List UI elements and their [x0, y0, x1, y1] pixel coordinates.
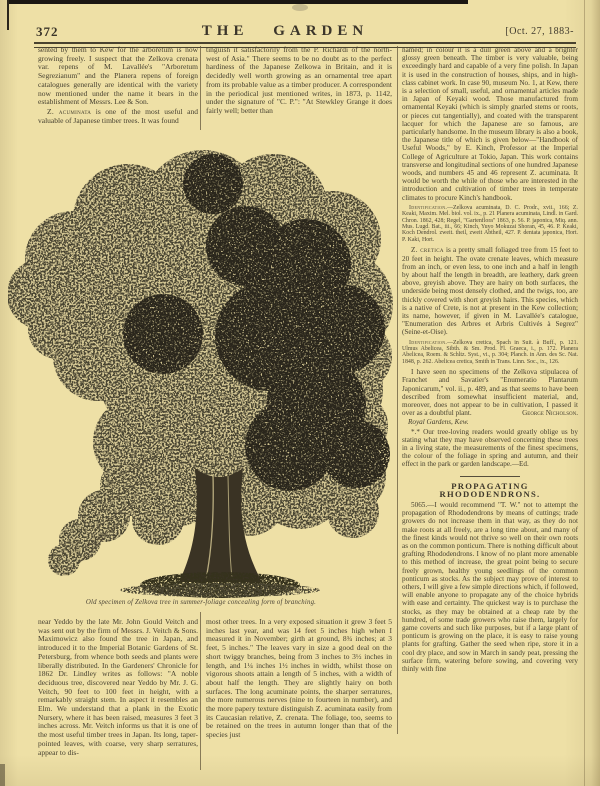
identification-block [402, 340, 578, 366]
paragraph [402, 368, 578, 417]
column-right [402, 46, 578, 674]
page-number: 372 [36, 24, 59, 39]
paragraph-text: I have seen no specimens of the Zelkova stipulacea of Franchet and Savatier's "Enumeratio Plantarum Japonicarum," vol. ii., p. 489, and as that seems to have been described from somewhat insufficient material, and, moreover, does not appear to be in cultivation, I passed it over as a doubtful plant. [402, 368, 578, 418]
species-lead: Z. acuminata [47, 106, 92, 116]
author-address: Royal Gardens, Kew. [408, 418, 469, 427]
paragraph: 5065.—I would recommend "T. W." not to attempt the propagation of Rhododendrons by means of cuttings; trade growers do not increase them in that way, as they do not make roots at all freely, are a long time about, and many of the finest kinds would not thrive so well on their own roots as on the common ponticum. There is nothing difficult about grafting Rhododendrons. I know of no plant more amenable to this method of increase, the great point being to secure freely grown, healthy young seedlings of the common ponticum as stocks. As the subject may prove of interest to others, I will give a few simple directions which, if followed, will enable anyone to propagate any of the choice hybrids with ease and certainty. The quickest way is to purchase the stocks, as they may be obtained at a cheap rate by the hundred, of some trade growers who raise them, largely for game coverts and such like purposes, but if a large plant of ponticum is growing on the place, it is easy to raise young plants for grafting. Gather the seed when ripe, store it in a cool dry place, and sow in March in sandy peat, pressing the surface firm, watering before sowing, and covering very thinly with fine [402, 501, 578, 674]
paragraph [402, 246, 578, 336]
identification-label: Identification. [409, 204, 448, 211]
tree-illustration-svg [8, 124, 394, 600]
column-middle-top [206, 46, 392, 117]
scan-artifact-bottom-left [0, 764, 5, 786]
column-rule-left-bottom [200, 612, 201, 770]
column-left-top [38, 46, 198, 126]
issue-date: [Oct. 27, 1883- [505, 26, 574, 37]
paragraph [38, 108, 198, 125]
figure-caption: Old specimen of Zelkova tree in summer-foliage concealing form of branching. [85, 599, 317, 606]
paragraph: sented by them to Kew for the arboretum is now growing freely. I suspect that the Zelkova crenata var. repens of M. Lavallée's "Arboretum Segrezianum" and the Planera repens of foreign catalogues generally are identical with the variety now mentioned under the name it bears in the establishment of Messrs. Lee & Son. [38, 45, 198, 107]
identification-block [402, 205, 578, 243]
scan-artifact-top-bar [8, 0, 468, 4]
tree-engraving [8, 124, 394, 600]
author-signature: George Nicholson. [522, 409, 578, 418]
paragraph: near Yeddo by the late Mr. John Gould Veitch and was sent out by the firm of Messrs. J. Veitch & Sons. Maximowicz also found the tree in Japan, and introduced it to the Imperial Botanic Gardens of St. Petersburg, from whence both seeds and plants were liberally distributed. In the Gardeners' Chronicle for 1862 Dr. Lindley writes as follows: "A noble deciduous tree, discovered near Yeddo by Mr. J. G. Veitch, 90 feet to 100 feet in height, with a remarkably straight stem. In aspect it resembles an Elm. We understand that a plank in the Exotic Nursery, where it has been raised, measures 3 feet 3 inches across. Mr. Veitch informs us that it is one of the most useful timber trees in Japan. Its long, taper-pointed leaves, with coarse, very sharp serratures, appear to dis- [38, 617, 198, 757]
column-rule-left-top [200, 46, 201, 130]
section-heading: PROPAGATING RHODODENDRONS. [439, 480, 541, 499]
paragraph: most other trees. In a very exposed situation it grew 3 feet 5 inches last year, and was 14 feet 5 inches high when I measured it in November; girth at ground, 8¾ inches; at 3 feet, 5 inches." The leaves vary in size a good deal on the short twiggy branches, being from 3 inches to 3½ inches in length, and 1¼ inches 1½ inches in width, whilst those on vigorous shoots attain a length of 5 inches, with a width of about half the length. They are slightly hairy on both surfaces. The long acuminate points, the sharper serratures, the more numerous nerves (nine to fourteen in number), and the more papery texture distinguish Z. acuminata easily from its Caucasian relative, Z. crenata. The foliage, too, seems to be retained on the trees in autumn longer than that of the species just [206, 617, 392, 740]
scan-artifact-smudge [292, 4, 308, 11]
journal-title: THE GARDEN [201, 23, 369, 39]
page-edge-shadow [584, 0, 585, 786]
identification-label: Identification. [409, 339, 448, 346]
column-left-bottom [38, 618, 198, 758]
column-rule-middle [397, 46, 398, 734]
editor-note: *.* Our tree-loving readers would greatly oblige us by stating what they may have observed concerning these trees in a living state, the measurements of the finest specimens, the colour of the foliage in spring and autumn, and their effect in the park or garden landscape.—Ed. [402, 427, 578, 469]
paragraph-text: is one of the most useful and valuable of Japanese timber trees. It was found [38, 106, 198, 125]
identification-text: —Zelkova cretica, Spach in Suit. à Buff., p. 121. Ulmus Abelicea, Sibth. & Sm. Prod. Fl. Graeca, i., p. 172. Planera Abelicea, Roem. & Schltz. Syst., vi., p. 304; Planch. in Ann. des Sc. Nat. 1848, p. 262. Abelicea cretica, Smith in Trans. Linn. Soc., ix., 126. [402, 339, 578, 365]
paragraph-text: is a pretty small foliaged tree from 15 feet to 20 feet in height. The ovate crenate leaves, which measure from an inch, or even less, to one inch and a half in length by about half the length in breadth, are leathery, dark green above, greyish above. They are hairy on both surfaces, the underside being most densely clothed, and the twigs, too, are thickly covered with short greyish hairs. This species, which is a native of Crete, is not at present in the Kew collection; its name, however, if given in M. Lavallée's catalogue, "Enumeration des Arbres et Arbris Cultivés à Segrez" (Seine-et-Oise). [402, 246, 578, 337]
species-lead: Z. cretica [411, 246, 444, 255]
column-middle-bottom [206, 618, 392, 741]
paragraph: named; in colour it is a dull green above and a brighter glossy green beneath. The timber is very valuable, being exceedingly hard and capable of a very fine polish. In Japan it is used in the construction of houses, ships, and in high-class cabinet work. In case 90, museum No. 1, at Kew, there is a selection of small, useful, and ornamental articles made in Japan of Keyaki wood. Those manufactured from ornamental Keyaki (which is simply gnarled stems or roots, or pieces cut tangentially), and coated with the transparent lacquer for which the Japanese are so famous, are particularly handsome. In the museum library is also a book, the Japanese title of which is given below—"Handbook of Useful Woods," by E. Kinch, Professor at the Imperial College of Agriculture at Tokio, Japan. This work contains transverse and longitudinal sections of one hundred Japanese woods, and numbers 45 and 46 represent Z. acuminata. It would be worth the while of those who are interested in the introduction and cultivation of timber trees in temperate climates to procure Kinch's handbook. [402, 46, 578, 202]
paragraph: tinguish it satisfactorily from the P. Richardi of the north-west of Asia." There seems to be no doubt as to the perfect hardiness of the Japanese Zelkowa in Britain, and it is decidedly well worth growing as an ornamental tree apart from its probable value as a timber producer. A correspondent in the periodical just mentioned writes, in 1873, p. 1142, under the signature of "C. P.": "At Stewkley Grange it does fairly well; better than [206, 45, 392, 115]
identification-text: —Zelkova acuminata, D. C. Prodr., xvii., 166; Z. Keaki, Maxim. Mel. biol. vol. ix., p. 21 Planera acuminata, Lindl. in Gard. Chron. 1862, 428; Regel, "Gartenflora" 1863, p. 56. P. japonica, Miq. ann. Mus. Lugd. Bat., iii., 66; Kinch, Yuyo Mokuzai Shoran, 45, 46. P. Keaki, Koch Dendrol. zweit. theil, zweit Abtheil, 427. P. dentata japonica, Hort. P. Kaki, Hort. [402, 204, 578, 243]
section-rule [460, 476, 520, 477]
